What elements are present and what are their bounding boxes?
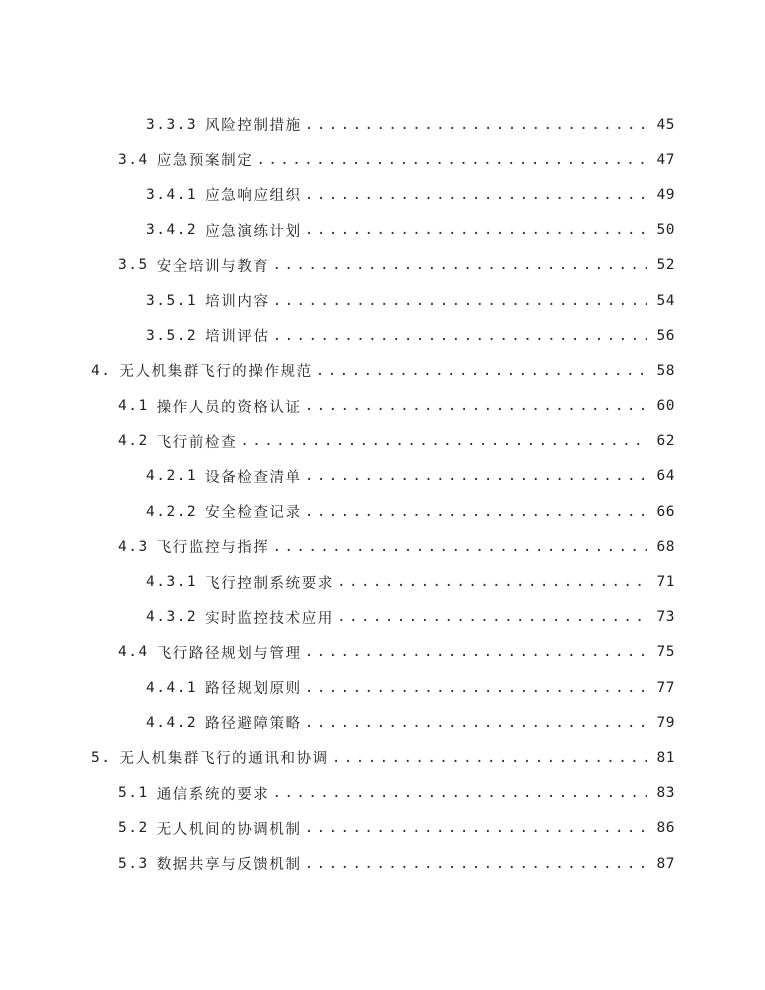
- toc-dot-leader: [305, 504, 671, 520]
- toc-entry-number: 4.4.1: [146, 679, 198, 696]
- toc-entry-title: 实时监控技术应用: [205, 610, 334, 627]
- toc-dot-leader: [305, 856, 671, 872]
- toc-entry-number: 3.4.2: [146, 222, 198, 239]
- toc-page-number: 52: [647, 257, 675, 273]
- toc-entry-number: 3.5.2: [146, 327, 198, 344]
- toc-dot-leader: [337, 609, 671, 625]
- toc-entry-title: 培训评估: [205, 329, 270, 346]
- toc-entry-4-2-2[interactable]: [0, 494, 765, 529]
- toc-entry-4-4-1[interactable]: [0, 670, 765, 705]
- toc-page-number: 50: [647, 222, 675, 238]
- toc-entry-title: 培训内容: [205, 294, 270, 311]
- toc-dot-leader: [305, 222, 671, 238]
- toc-entry-title: 无人机间的协调机制: [156, 821, 302, 838]
- toc-entry-4-4[interactable]: [0, 635, 765, 670]
- toc-entry-number: 4.3: [118, 538, 149, 555]
- toc-entry-4[interactable]: [0, 353, 765, 388]
- toc-dot-leader: [305, 644, 671, 660]
- toc-dot-leader: [332, 750, 671, 766]
- toc-page-number: 60: [647, 398, 675, 414]
- toc-entry-number: 3.3.3: [146, 116, 198, 133]
- toc-page-number: 73: [647, 609, 675, 625]
- toc-entry-number: 4.2.1: [146, 468, 198, 485]
- toc-entry-title: 飞行监控与指挥: [156, 540, 270, 557]
- toc-page-number: 58: [647, 363, 675, 379]
- toc-entry-title: 飞行路径规划与管理: [156, 645, 302, 662]
- toc-entry-title: 飞行控制系统要求: [205, 575, 334, 592]
- toc-dot-leader: [273, 328, 671, 344]
- toc-entry-title: 路径规划原则: [205, 681, 302, 698]
- toc-page-number: 81: [647, 750, 675, 766]
- toc-entry-title: 操作人员的资格认证: [156, 399, 302, 416]
- toc-dot-leader: [305, 117, 671, 133]
- toc-page-number: 86: [647, 820, 675, 836]
- toc-entry-4-4-2[interactable]: [0, 705, 765, 740]
- toc-entry-number: 4.3.2: [146, 609, 198, 626]
- toc-entry-number: 4.1: [118, 398, 149, 415]
- toc-entry-3-4[interactable]: [0, 142, 765, 177]
- toc-entry-3-4-1[interactable]: [0, 177, 765, 212]
- toc-entry-title: 无人机集群飞行的通讯和协调: [119, 751, 329, 768]
- toc-entry-number: 4.2.2: [146, 503, 198, 520]
- toc-page-number: 75: [647, 644, 675, 660]
- toc-entry-number: 4.4: [118, 644, 149, 661]
- toc-entry-5-1[interactable]: [0, 776, 765, 811]
- toc-entry-title: 应急响应组织: [205, 188, 302, 205]
- toc-page-number: 68: [647, 539, 675, 555]
- toc-dot-leader: [305, 468, 671, 484]
- toc-entry-number: 4.: [91, 362, 112, 379]
- toc-entry-number: 3.4.1: [146, 186, 198, 203]
- toc-entry-4-3-2[interactable]: [0, 600, 765, 635]
- table-of-contents: [0, 107, 765, 881]
- toc-page-number: 47: [647, 152, 675, 168]
- toc-entry-number: 5.: [91, 749, 112, 766]
- toc-entry-title: 安全检查记录: [205, 505, 302, 522]
- toc-entry-title: 风险控制措施: [205, 118, 302, 135]
- toc-entry-number: 3.4: [118, 151, 149, 168]
- toc-entry-4-2-1[interactable]: [0, 459, 765, 494]
- toc-dot-leader: [240, 433, 671, 449]
- toc-page-number: 62: [647, 433, 675, 449]
- toc-dot-leader: [316, 363, 671, 379]
- toc-dot-leader: [305, 398, 671, 414]
- toc-page-number: 83: [647, 785, 675, 801]
- toc-entry-number: 5.2: [118, 820, 149, 837]
- toc-entry-5-2[interactable]: [0, 811, 765, 846]
- toc-page-number: 66: [647, 504, 675, 520]
- toc-dot-leader: [305, 680, 671, 696]
- toc-entry-number: 4.4.2: [146, 714, 198, 731]
- toc-entry-3-3-3[interactable]: [0, 107, 765, 142]
- toc-entry-5-3[interactable]: [0, 846, 765, 881]
- toc-entry-3-5[interactable]: [0, 248, 765, 283]
- toc-dot-leader: [305, 187, 671, 203]
- toc-entry-title: 应急预案制定: [156, 153, 254, 170]
- toc-page-number: 54: [647, 293, 675, 309]
- toc-entry-4-3[interactable]: [0, 529, 765, 564]
- toc-entry-title: 数据共享与反馈机制: [156, 857, 302, 874]
- toc-dot-leader: [256, 152, 671, 168]
- toc-dot-leader: [273, 293, 671, 309]
- toc-entry-4-1[interactable]: [0, 389, 765, 424]
- toc-dot-leader: [337, 574, 671, 590]
- toc-entry-number: 3.5: [118, 257, 149, 274]
- toc-entry-title: 飞行前检查: [156, 434, 238, 451]
- toc-page-number: 56: [647, 328, 675, 344]
- toc-dot-leader: [305, 715, 671, 731]
- toc-entry-title: 设备检查清单: [205, 469, 302, 486]
- toc-page-number: 64: [647, 468, 675, 484]
- toc-dot-leader: [305, 820, 671, 836]
- toc-page-number: 45: [647, 117, 675, 133]
- toc-dot-leader: [272, 257, 671, 273]
- toc-dot-leader: [272, 785, 671, 801]
- toc-entry-number: 3.5.1: [146, 292, 198, 309]
- toc-entry-title: 应急演练计划: [205, 223, 302, 240]
- toc-entry-5[interactable]: [0, 740, 765, 775]
- toc-entry-number: 4.2: [118, 433, 149, 450]
- toc-page-number: 87: [647, 856, 675, 872]
- toc-entry-3-4-2[interactable]: [0, 213, 765, 248]
- toc-dot-leader: [272, 539, 671, 555]
- toc-entry-4-3-1[interactable]: [0, 564, 765, 599]
- toc-entry-3-5-1[interactable]: [0, 283, 765, 318]
- toc-entry-number: 5.1: [118, 785, 149, 802]
- toc-page-number: 77: [647, 680, 675, 696]
- toc-entry-title: 无人机集群飞行的操作规范: [119, 364, 313, 381]
- toc-entry-title: 通信系统的要求: [156, 786, 270, 803]
- toc-page-number: 71: [647, 574, 675, 590]
- toc-page-number: 79: [647, 715, 675, 731]
- toc-entry-4-2[interactable]: [0, 424, 765, 459]
- toc-entry-title: 安全培训与教育: [156, 258, 270, 275]
- toc-entry-3-5-2[interactable]: [0, 318, 765, 353]
- toc-entry-number: 5.3: [118, 855, 149, 872]
- toc-entry-title: 路径避障策略: [205, 716, 302, 733]
- toc-entry-number: 4.3.1: [146, 574, 198, 591]
- toc-page-number: 49: [647, 187, 675, 203]
